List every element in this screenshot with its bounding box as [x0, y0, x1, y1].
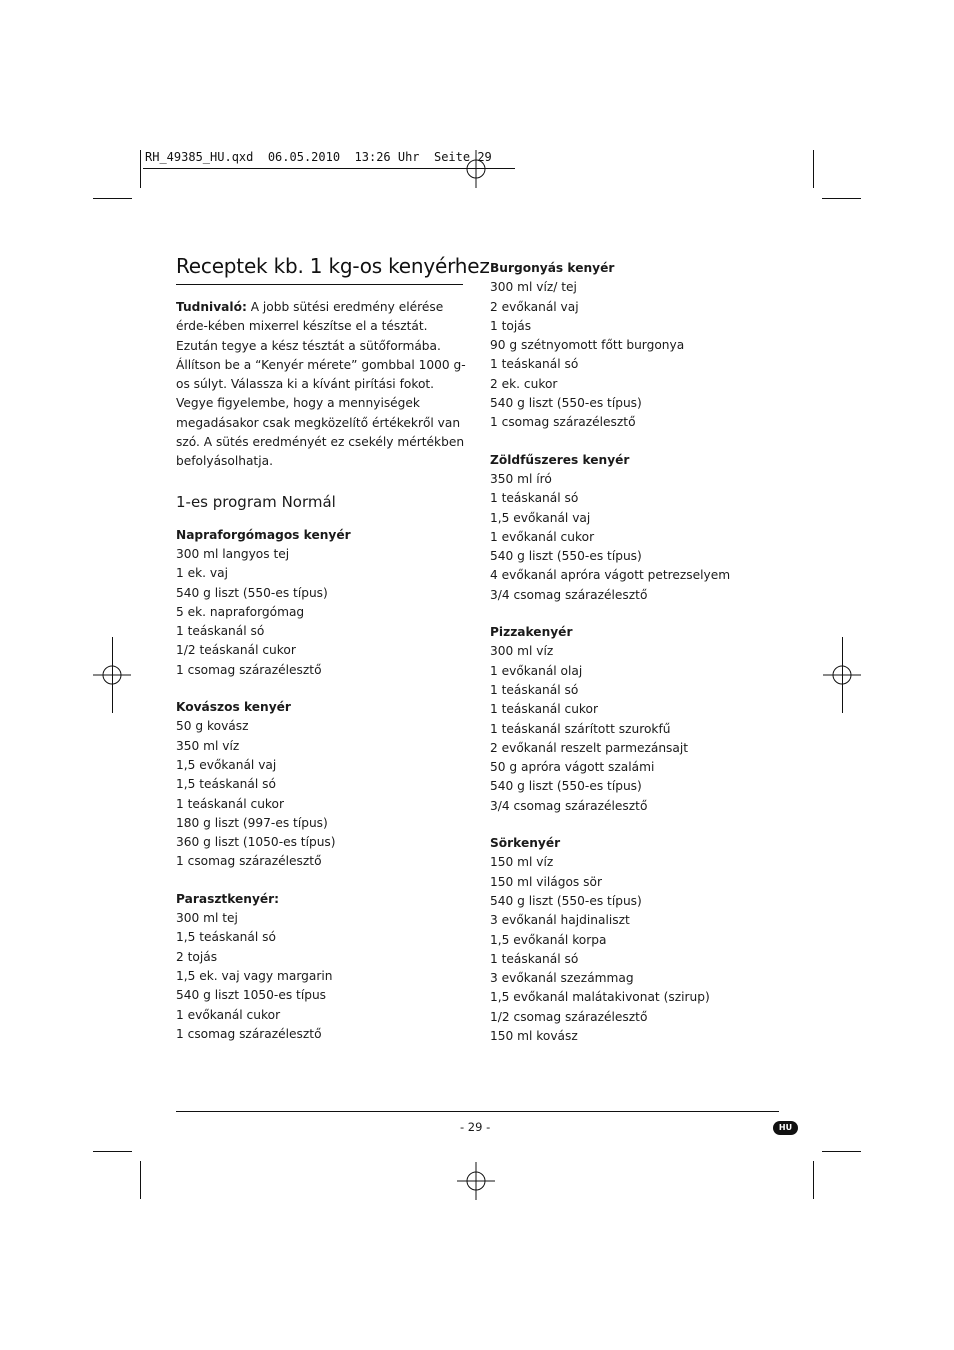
- ingredient-item: 5 ek. napraforgómag: [176, 604, 305, 619]
- footer-rule: [176, 1111, 779, 1112]
- recipe-block: [490, 834, 780, 1046]
- recipe-title: Sörkenyér: [490, 836, 561, 851]
- ingredient-item: 1,5 teáskanál só: [176, 930, 276, 945]
- crop-mark: [112, 637, 113, 713]
- ingredient-item: 50 g kovász: [176, 719, 249, 734]
- page-number: - 29 -: [460, 1120, 491, 1134]
- ingredient-item: 350 ml víz: [176, 738, 240, 753]
- ingredient-item: 540 g liszt (550-es típus): [490, 396, 642, 411]
- ingredient-item: 1 teáskanál cukor: [176, 796, 285, 811]
- ingredient-item: 540 g liszt (550-es típus): [490, 779, 642, 794]
- ingredient-list: [176, 545, 466, 680]
- ingredient-list: [176, 717, 466, 871]
- recipe-block: [490, 451, 780, 605]
- crop-mark: [822, 1151, 861, 1152]
- ingredient-item: 1,5 evőkanál vaj: [490, 510, 591, 525]
- ingredient-item: 2 evőkanál vaj: [490, 299, 579, 314]
- registration-mark-icon: [457, 150, 495, 188]
- ingredient-item: 180 g liszt (997-es típus): [176, 815, 328, 830]
- recipe-block: [490, 623, 780, 816]
- crop-mark: [813, 1161, 814, 1199]
- ingredient-list: [176, 909, 466, 1044]
- crop-mark: [813, 150, 814, 188]
- ingredient-item: 350 ml író: [490, 471, 552, 486]
- ingredient-item: 1 csomag szárazélesztő: [176, 854, 322, 869]
- right-recipe-list: [490, 259, 780, 1046]
- recipe-title: Kovászos kenyér: [176, 700, 291, 715]
- ingredient-item: 3 evőkanál hajdinaliszt: [490, 913, 630, 928]
- ingredient-list: [490, 853, 780, 1046]
- language-badge: HU: [773, 1121, 798, 1135]
- recipe-title: Zöldfűszeres kenyér: [490, 452, 630, 467]
- ingredient-item: 1 teáskanál só: [490, 491, 579, 506]
- ingredient-item: 1 csomag szárazélesztő: [490, 415, 636, 430]
- ingredient-item: 2 tojás: [176, 949, 218, 964]
- ingredient-list: [490, 278, 780, 432]
- ingredient-item: 1 teáskanál só: [490, 357, 579, 372]
- ingredient-item: 1,5 ek. vaj vagy margarin: [176, 968, 333, 983]
- recipe-block: [176, 526, 466, 680]
- ingredient-item: 1 evőkanál cukor: [176, 1007, 281, 1022]
- ingredient-item: 4 evőkanál apróra vágott petrezselyem: [490, 568, 731, 583]
- recipe-block: [176, 698, 466, 872]
- ingredient-item: 3 evőkanál szezámmag: [490, 971, 634, 986]
- crop-mark: [140, 1161, 141, 1199]
- page-title: Receptek kb. 1 kg-os kenyérhez: [176, 254, 490, 278]
- ingredient-item: 540 g liszt (550-es típus): [176, 585, 328, 600]
- ingredient-item: 540 g liszt (550-es típus): [490, 893, 642, 908]
- left-recipe-list: [176, 526, 466, 1044]
- print-slug: RH_49385_HU.qxd 06.05.2010 13:26 Uhr Seite 29: [145, 150, 492, 164]
- crop-mark: [822, 198, 861, 199]
- recipe-title: Pizzakenyér: [490, 625, 573, 640]
- ingredient-item: 300 ml víz/ tej: [490, 280, 577, 295]
- ingredient-item: 1,5 evőkanál vaj: [176, 757, 277, 772]
- right-column: [490, 259, 780, 1064]
- crop-mark: [140, 150, 141, 188]
- recipe-block: [490, 259, 780, 433]
- ingredient-item: 1 teáskanál só: [490, 951, 579, 966]
- ingredient-item: 50 g apróra vágott szalámi: [490, 760, 655, 775]
- ingredient-list: [490, 642, 780, 816]
- note-text: A jobb sütési eredmény elérése érde-kében mixerrel készítse el a tésztát. Ezután tegye a kész tésztát a sütőformába. Állítson be a “Kenyér mérete” gombbal 1000 g-os súlyt. Válassza ki a kívánt pirítási fokot. Vegye figyelembe, hogy a mennyiségek megadásakor csak megközelítő értékekről van szó. A sütés eredményét ez csekély mértékben befolyásolhatja.: [176, 300, 466, 469]
- note-paragraph: [176, 298, 466, 472]
- recipe-title: Parasztkenyér:: [176, 891, 280, 906]
- title-underline: [176, 284, 463, 285]
- ingredient-item: 3/4 csomag szárazélesztő: [490, 798, 648, 813]
- crop-mark: [842, 637, 843, 713]
- ingredient-item: 1 ek. vaj: [176, 566, 228, 581]
- ingredient-list: [490, 470, 780, 605]
- ingredient-item: 1 csomag szárazélesztő: [176, 662, 322, 677]
- ingredient-item: 1 tojás: [490, 318, 532, 333]
- ingredient-item: 1 csomag szárazélesztő: [176, 1026, 322, 1041]
- recipe-title: Napraforgómagos kenyér: [176, 527, 351, 542]
- ingredient-item: 3/4 csomag szárazélesztő: [490, 587, 648, 602]
- ingredient-item: 1/2 csomag szárazélesztő: [490, 1009, 648, 1024]
- ingredient-item: 540 g liszt 1050-es típus: [176, 988, 327, 1003]
- ingredient-item: 1/2 teáskanál cukor: [176, 643, 296, 658]
- ingredient-item: 360 g liszt (1050-es típus): [176, 835, 336, 850]
- ingredient-item: 1,5 evőkanál malátakivonat (szirup): [490, 990, 710, 1005]
- note-label: Tudnivaló:: [176, 300, 247, 314]
- ingredient-item: 150 ml világos sör: [490, 874, 602, 889]
- ingredient-item: 1 teáskanál só: [490, 682, 579, 697]
- ingredient-item: 1 teáskanál só: [176, 624, 265, 639]
- ingredient-item: 90 g szétnyomott főtt burgonya: [490, 338, 685, 353]
- section-title: 1-es program Normál: [176, 492, 336, 511]
- recipe-title: Burgonyás kenyér: [490, 261, 615, 275]
- ingredient-item: 300 ml víz: [490, 644, 554, 659]
- recipe-block: [176, 890, 466, 1044]
- ingredient-item: 150 ml kovász: [490, 1028, 578, 1043]
- left-column: [176, 298, 466, 1062]
- ingredient-item: 540 g liszt (550-es típus): [490, 549, 642, 564]
- ingredient-item: 300 ml tej: [176, 911, 238, 926]
- ingredient-item: 300 ml langyos tej: [176, 546, 290, 561]
- ingredient-item: 2 evőkanál reszelt parmezánsajt: [490, 740, 689, 755]
- registration-mark-icon: [457, 1162, 495, 1200]
- ingredient-item: 1,5 evőkanál korpa: [490, 932, 607, 947]
- ingredient-item: 1 evőkanál olaj: [490, 663, 583, 678]
- ingredient-item: 1 teáskanál cukor: [490, 702, 599, 717]
- ingredient-item: 150 ml víz: [490, 855, 554, 870]
- ingredient-item: 1 evőkanál cukor: [490, 529, 595, 544]
- ingredient-item: 1 teáskanál szárított szurokfű: [490, 721, 671, 736]
- crop-mark: [93, 198, 132, 199]
- ingredient-item: 2 ek. cukor: [490, 376, 558, 391]
- ingredient-item: 1,5 teáskanál só: [176, 777, 276, 792]
- crop-mark: [93, 1151, 132, 1152]
